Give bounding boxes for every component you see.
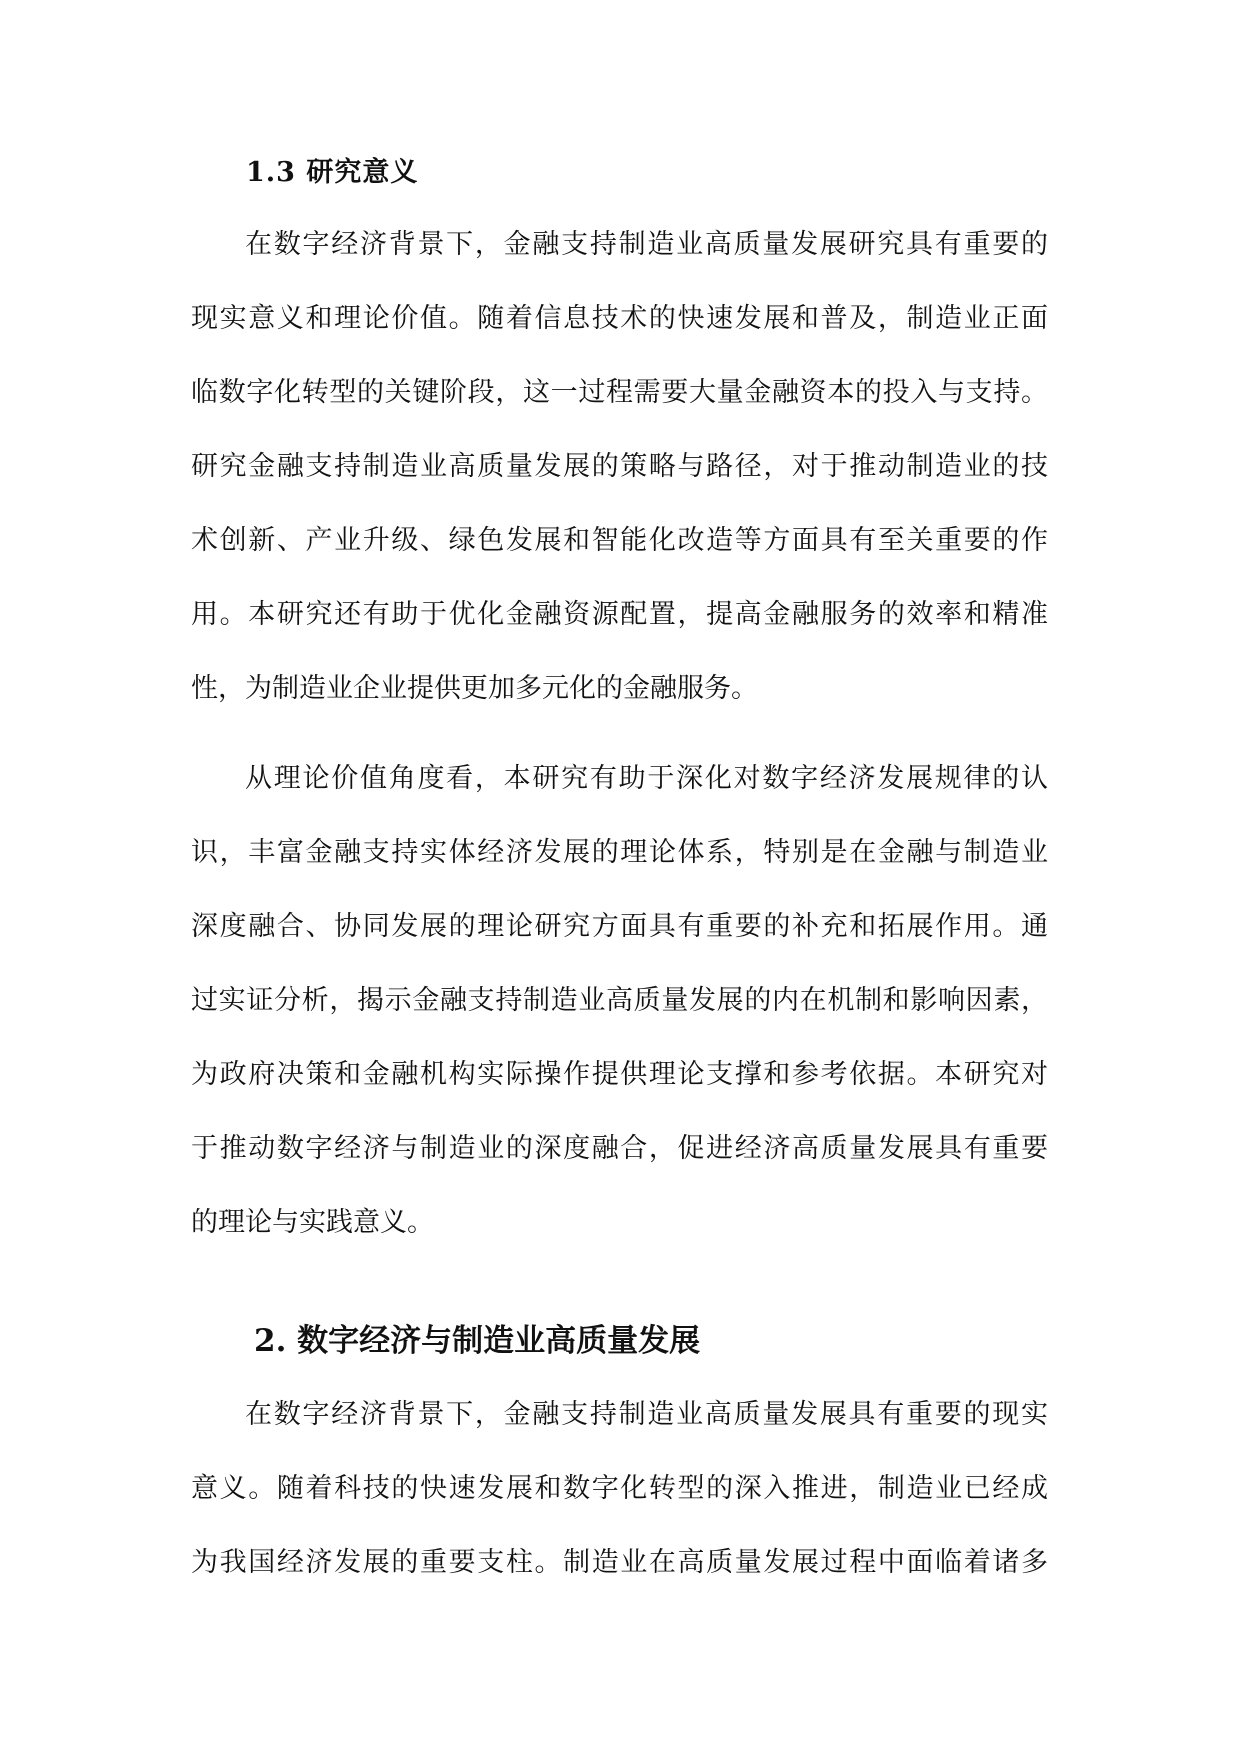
- text-line: 过实证分析，揭示金融支持制造业高质量发展的内在机制和影响因素，: [191, 985, 1048, 1016]
- paragraph-digital-economy-manufacturing: [191, 1390, 1048, 1612]
- text-line: 为我国经济发展的重要支柱。制造业在高质量发展过程中面临着诸多: [191, 1547, 1048, 1578]
- paragraph-theoretical-value: [191, 754, 1048, 1272]
- text-line: 性，为制造业企业提供更加多元化的金融服务。: [191, 673, 758, 704]
- text-line: 深度融合、协同发展的理论研究方面具有重要的补充和拓展作用。通: [191, 911, 1048, 942]
- text-line: 临数字化转型的关键阶段，这一过程需要大量金融资本的投入与支持。: [191, 377, 1048, 408]
- paragraph-research-significance: [191, 220, 1048, 738]
- text-line: 术创新、产业升级、绿色发展和智能化改造等方面具有至关重要的作: [191, 525, 1048, 556]
- text-line: 现实意义和理论价值。随着信息技术的快速发展和普及，制造业正面: [191, 303, 1048, 334]
- text-line: 为政府决策和金融机构实际操作提供理论支撑和参考依据。本研究对: [191, 1059, 1048, 1090]
- text-line: 在数字经济背景下，金融支持制造业高质量发展研究具有重要的: [245, 229, 1048, 260]
- text-line: 从理论价值角度看，本研究有助于深化对数字经济发展规律的认: [245, 763, 1048, 794]
- text-line: 在数字经济背景下，金融支持制造业高质量发展具有重要的现实: [245, 1399, 1048, 1430]
- text-line: 于推动数字经济与制造业的深度融合，促进经济高质量发展具有重要: [191, 1133, 1048, 1164]
- text-line: 研究金融支持制造业高质量发展的策略与路径，对于推动制造业的技: [191, 451, 1048, 482]
- section-heading-2: 2. 数字经济与制造业高质量发展: [254, 1323, 701, 1359]
- text-line: 用。本研究还有助于优化金融资源配置，提高金融服务的效率和精准: [191, 599, 1048, 630]
- section-heading-1-3: 1.3 研究意义: [246, 157, 419, 188]
- text-line: 意义。随着科技的快速发展和数字化转型的深入推进，制造业已经成: [191, 1473, 1048, 1504]
- text-line: 识，丰富金融支持实体经济发展的理论体系，特别是在金融与制造业: [191, 837, 1048, 868]
- text-line: 的理论与实践意义。: [191, 1207, 434, 1238]
